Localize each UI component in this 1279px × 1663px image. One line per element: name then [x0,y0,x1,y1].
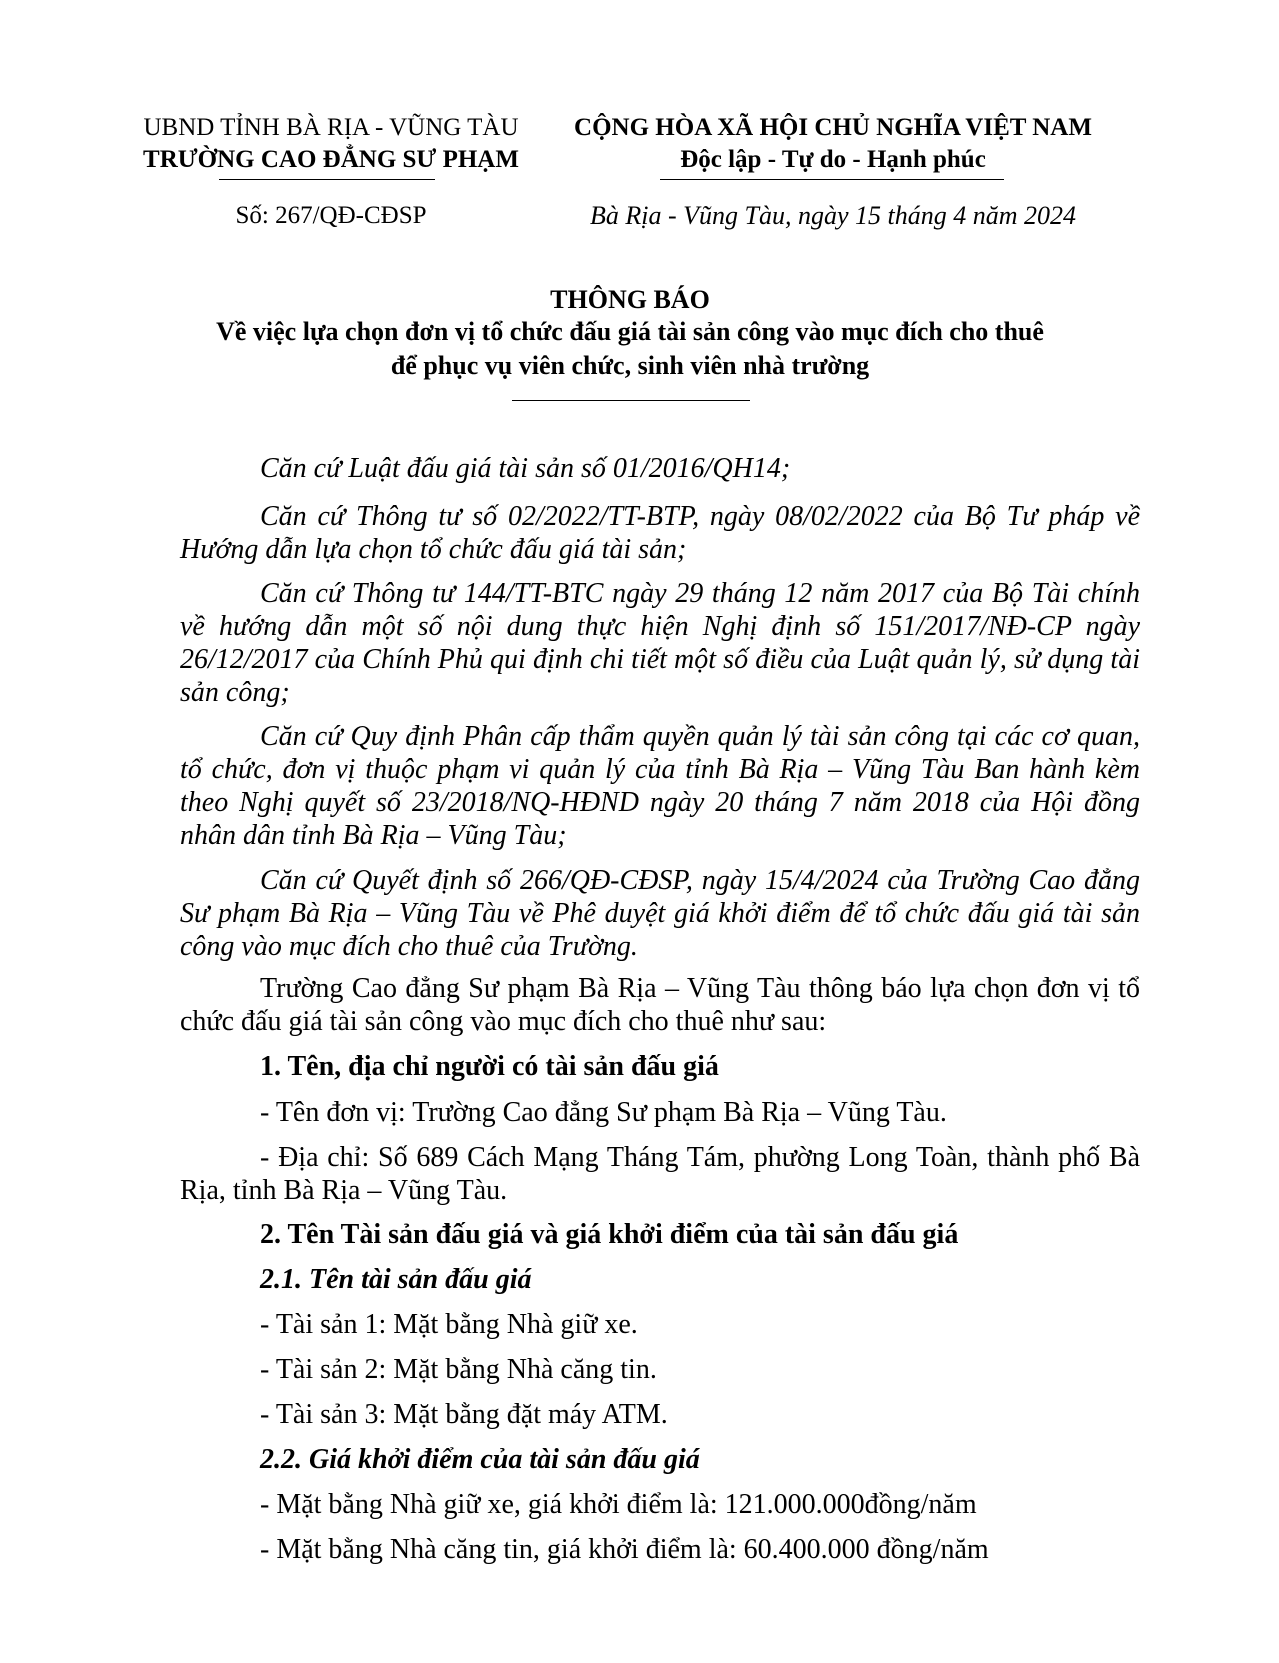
motto-underline [660,179,1004,180]
asset-item: - Tài sản 3: Mặt bằng đặt máy ATM. [260,1399,668,1430]
section-2-1-heading: 2.1. Tên tài sản đấu giá [260,1264,532,1295]
legal-basis-2: Căn cứ Thông tư số 02/2022/TT-BTP, ngày 08/02/2022 của Bộ Tư pháp về Hướng dẫn lựa chọn tổ chức đấu giá tài sản; [180,501,1140,565]
section-2-heading: 2. Tên Tài sản đấu giá và giá khởi điểm của tài sản đấu giá [260,1219,959,1250]
title-underline [512,400,750,401]
title-subject-line1: Về việc lựa chọn đơn vị tổ chức đấu giá tài sản công vào mục đích cho thuê [216,317,1044,346]
unit-address: - Địa chỉ: Số 689 Cách Mạng Tháng Tám, phường Long Toàn, thành phố Bà Rịa, tỉnh Bà Rịa – Vũng Tàu. [180,1142,1140,1206]
section-2-2-heading: 2.2. Giá khởi điểm của tài sản đấu giá [260,1444,700,1475]
page-title: THÔNG BÁO [550,285,710,314]
legal-basis-5: Căn cứ Quyết định số 266/QĐ-CĐSP, ngày 15/4/2024 của Trường Cao đẳng Sư phạm Bà Rịa – Vũng Tàu về Phê duyệt giá khởi điểm để tổ chức đấu giá tài sản công vào mục đích cho thuê của Trường. [180,865,1140,962]
legal-basis-3: Căn cứ Thông tư 144/TT-BTC ngày 29 tháng 12 năm 2017 của Bộ Tài chính về hướng dẫn một số nội dung thực hiện Nghị định số 151/2017/NĐ-CP ngày 26/12/2017 của Chính Phủ qui định chi tiết một số điều của Luật quản lý, sử dụng tài sản công; [180,578,1140,708]
legal-basis-1: Căn cứ Luật đấu giá tài sản số 01/2016/QH14; [260,453,791,484]
place-date: Bà Rịa - Vũng Tàu, ngày 15 tháng 4 năm 2024 [589,201,1077,230]
price-item: - Mặt bằng Nhà giữ xe, giá khởi điểm là: 121.000.000đồng/năm [260,1489,977,1520]
title-subject-line2: để phục vụ viên chức, sinh viên nhà trường [390,351,870,380]
intro-paragraph: Trường Cao đẳng Sư phạm Bà Rịa – Vũng Tàu thông báo lựa chọn đơn vị tổ chức đấu giá tài sản công vào mục đích cho thuê như sau: [180,973,1140,1037]
org-name-line2: TRƯỜNG CAO ĐẲNG SƯ PHẠM [143,146,519,173]
legal-basis-4: Căn cứ Quy định Phân cấp thẩm quyền quản lý tài sản công tại các cơ quan, tổ chức, đơn vị thuộc phạm vi quản lý của tỉnh Bà Rịa – Vũng Tàu Ban hành kèm theo Nghị quyết số 23/2018/NQ-HĐND ngày 20 tháng 7 năm 2018 của Hội đồng nhân dân tỉnh Bà Rịa – Vũng Tàu; [180,721,1140,851]
org-underline [219,179,435,180]
section-1-heading: 1. Tên, địa chỉ người có tài sản đấu giá [260,1051,719,1082]
org-name-line1: UBND TỈNH BÀ RỊA - VŨNG TÀU [143,114,519,141]
asset-item: - Tài sản 2: Mặt bằng Nhà căng tin. [260,1354,657,1385]
nation-motto: Độc lập - Tự do - Hạnh phúc [680,146,986,173]
unit-name: - Tên đơn vị: Trường Cao đẳng Sư phạm Bà Rịa – Vũng Tàu. [260,1097,947,1128]
asset-item: - Tài sản 1: Mặt bằng Nhà giữ xe. [260,1309,638,1340]
price-item: - Mặt bằng Nhà căng tin, giá khởi điểm là: 60.400.000 đồng/năm [260,1534,989,1565]
nation-name: CỘNG HÒA XÃ HỘI CHỦ NGHĨA VIỆT NAM [574,114,1092,141]
doc-number: Số: 267/QĐ-CĐSP [235,202,427,229]
